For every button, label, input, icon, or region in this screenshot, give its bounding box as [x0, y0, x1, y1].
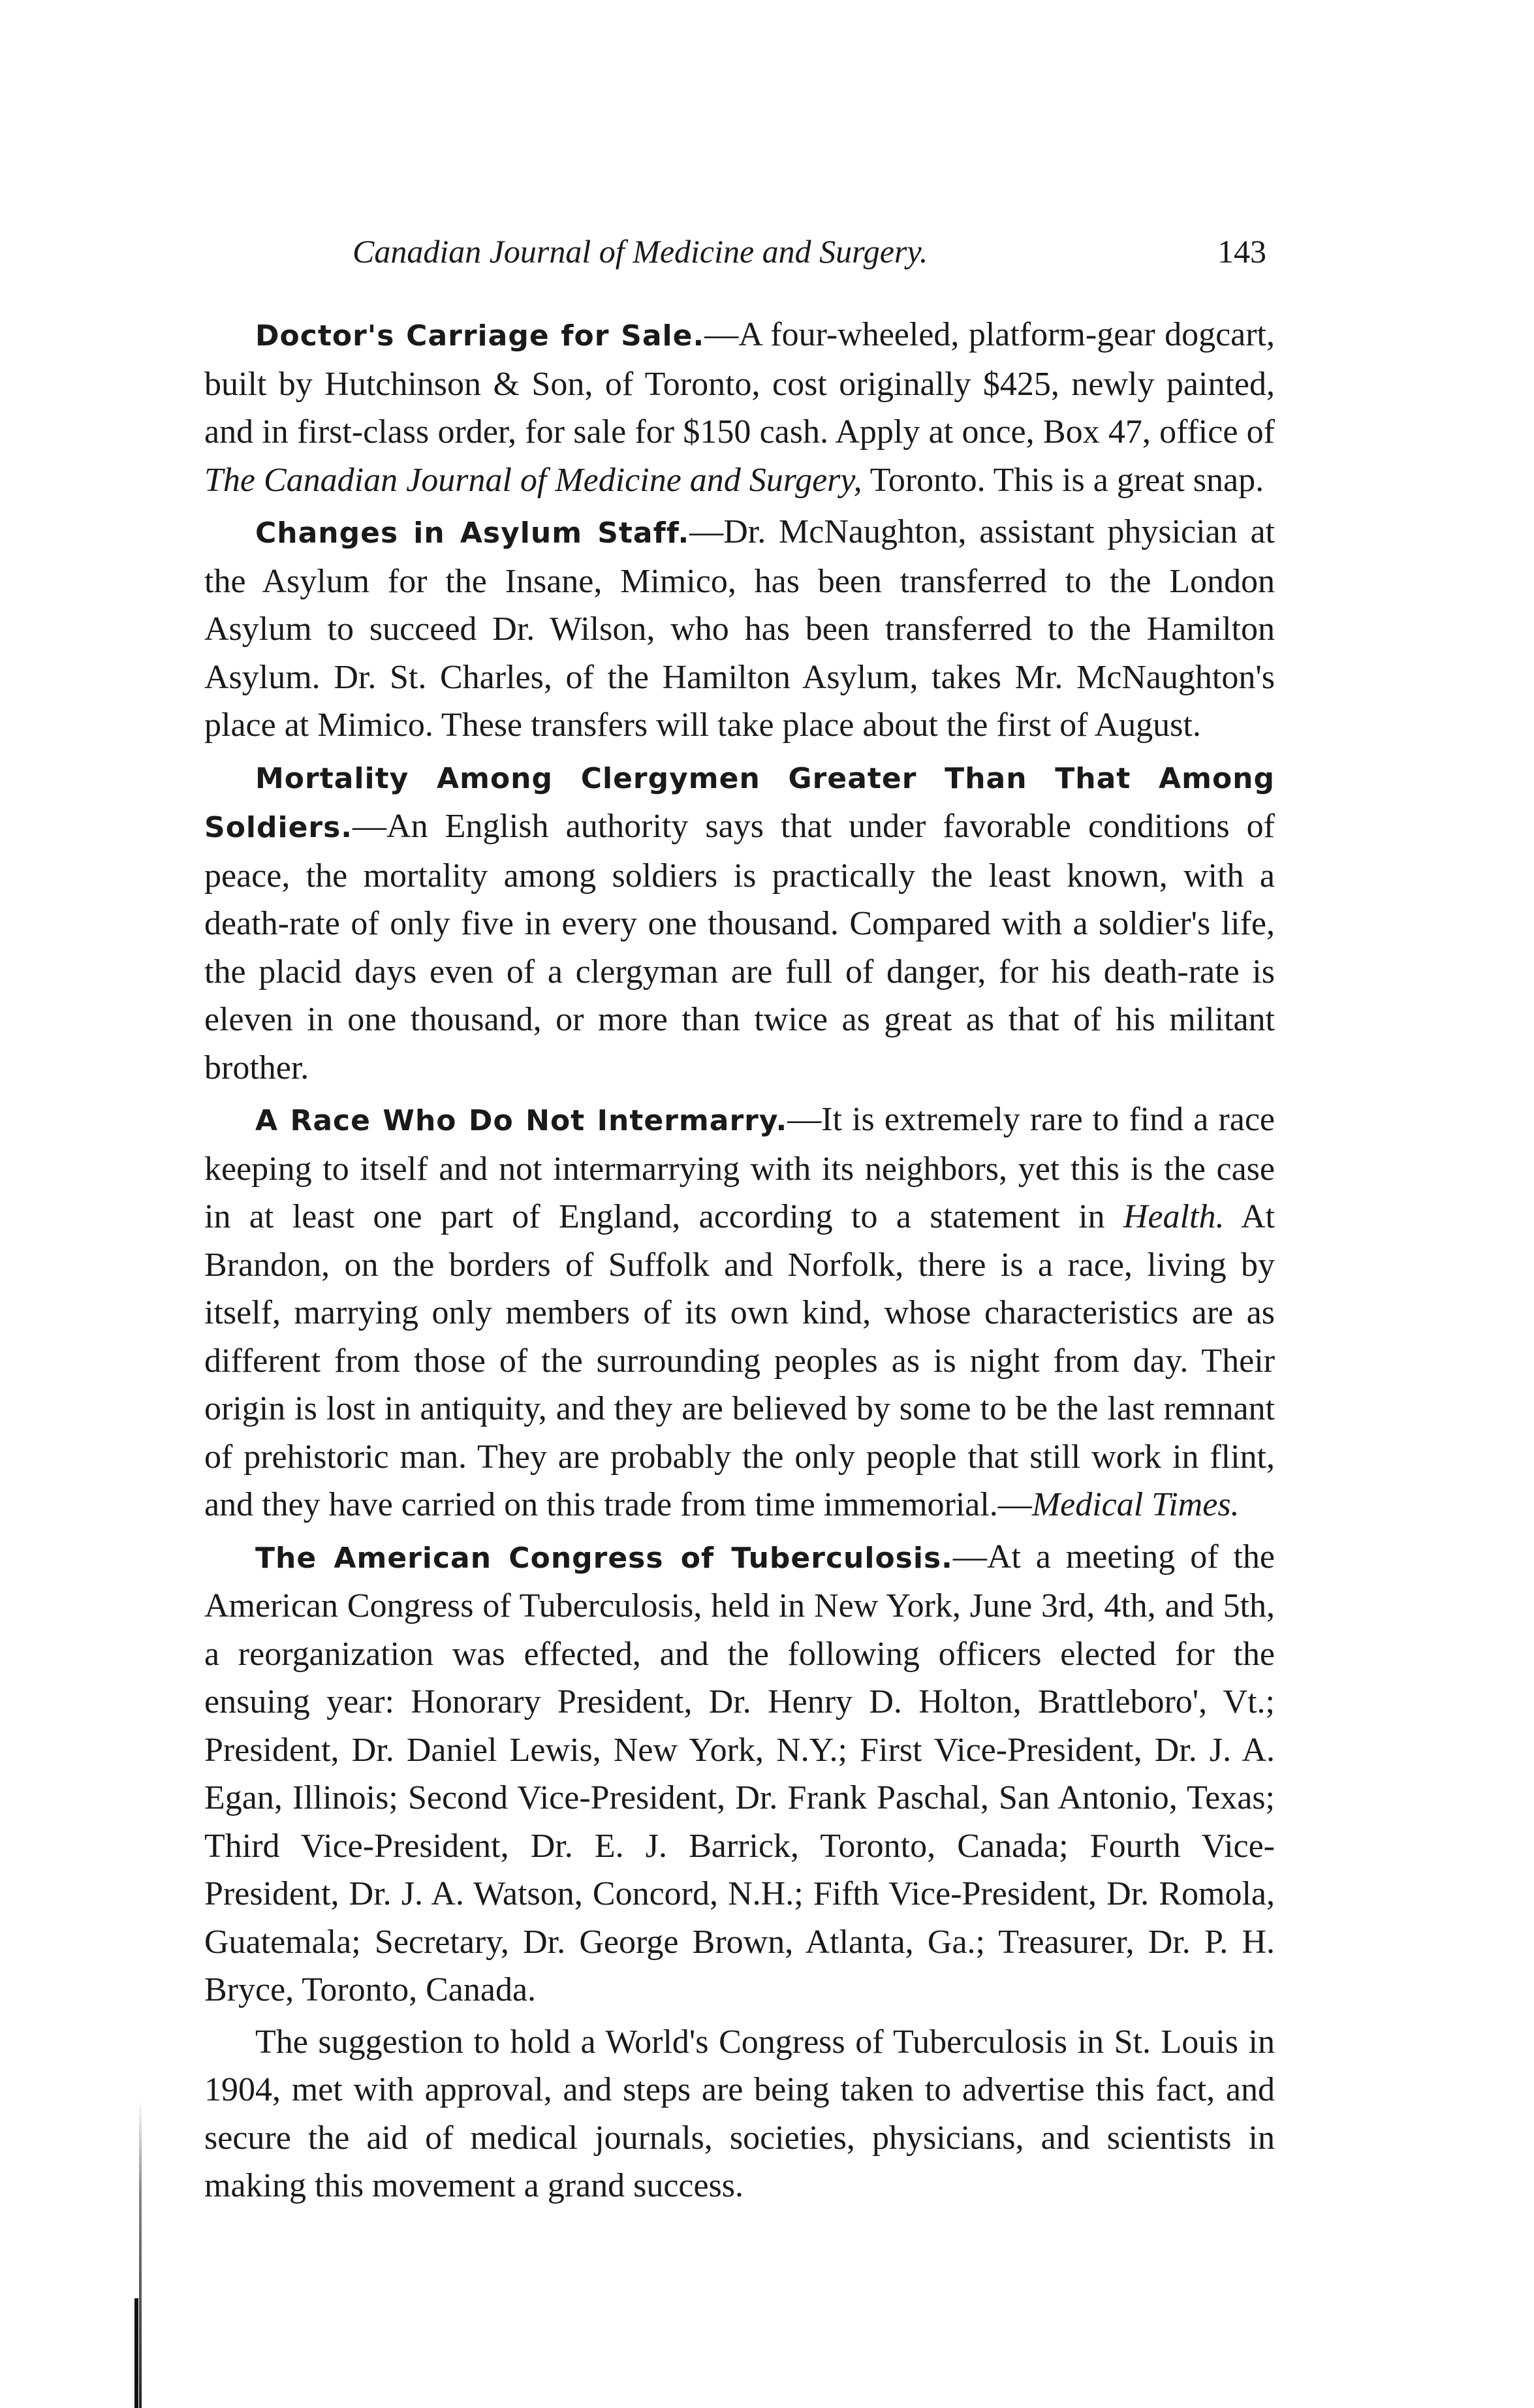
- article-heading: The American Congress of Tuberculosis.: [255, 1541, 953, 1575]
- scan-margin-mark: [139, 2099, 142, 2408]
- article-text: —Dr. McNaughton, assistant physician at the Asylum for the Insane, Mimico, has been transferred to the London Asylum to succeed Dr. Wilson, who has been transferred to the Hamilton Asylum. Dr. St. Charles, of the Hamilton Asylum, takes Mr. McNaughton's place at Mimico. These transfers will take place about the first of August.: [204, 513, 1275, 744]
- article-tuberculosis-congress: [204, 1533, 1275, 2014]
- page-body: [204, 311, 1275, 2214]
- article-text-tail: At Brandon, on the borders of Suffolk and Norfolk, there is a race, living by itself, marrying only members of its own kind, whose characteristics are as different from those of the surrounding peoples as is night from day. Their origin is lost in antiquity, and they are believed by some to be the last remnant of prehistoric man. They are probably the only people that still work in flint, and they have carried on this trade from time immemorial.—: [204, 1198, 1275, 1523]
- page-number: 143: [1217, 233, 1266, 270]
- article-doctors-carriage: [204, 311, 1275, 504]
- article-race-intermarry: [204, 1096, 1275, 1529]
- article-heading: A Race Who Do Not Intermarry.: [255, 1104, 788, 1137]
- article-text: —A four-wheeled, platform-gear dogcart, built by Hutchinson & Son, of Toronto, cost originally $425, newly painted, and in first-class order, for sale for $150 cash. Apply at once, Box 47, office of: [204, 316, 1275, 451]
- page-header: [352, 225, 1266, 277]
- article-text-tail: Toronto. This is a great snap.: [862, 461, 1264, 499]
- article-heading: Doctor's Carriage for Sale.: [255, 319, 705, 353]
- article-source: Medical Times.: [1031, 1486, 1240, 1523]
- article-text: —It is extremely rare to find a race keeping to itself and not intermarrying with its neighbors, yet this is the case in at least one part of England, according to a statement in: [204, 1101, 1275, 1235]
- article-text: —An English authority says that under favorable conditions of peace, the mortality among soldiers is practically the least known, with a death-rate of only five in every one thousand. Compared with a soldier's life, the placid days even of a clergyman are full of danger, for his death-rate is eleven in one thousand, or more than twice as great as that of his militant brother.: [204, 808, 1275, 1086]
- article-text: —At a meeting of the American Congress of Tuberculosis, held in New York, June 3rd, 4th, and 5th, a reorganization was effected, and the following officers elected for the ensuing year: Honorary President, Dr. Henry D. Holton, Brattleboro', Vt.; President, Dr. Daniel Lewis, New York, N.Y.; First Vice-President, Dr. J. A. Egan, Illinois; Second Vice-President, Dr. Frank Paschal, San Antonio, Texas; Third Vice-President, Dr. E. J. Barrick, Toronto, Canada; Fourth Vice-President, Dr. J. A. Watson, Concord, N.H.; Fifth Vice-President, Dr. Romola, Guatemala; Secretary, Dr. George Brown, Atlanta, Ga.; Treasurer, Dr. P. H. Bryce, Toronto, Canada.: [204, 1538, 1275, 2008]
- article-heading: Changes in Asylum Staff.: [255, 516, 690, 550]
- scan-edge-mark: [134, 2298, 138, 2408]
- article-asylum-staff: [204, 508, 1275, 750]
- journal-title: Canadian Journal of Medicine and Surgery.: [352, 233, 928, 270]
- closing-paragraph: The suggestion to hold a World's Congress of Tuberculosis in St. Louis in 1904, met with approval, and steps are being taken to advertise this fact, and secure the aid of medical journals, societies, physicians, and scientists in making this movement a grand success.: [204, 2023, 1275, 2204]
- article-italic-text: The Canadian Journal of Medicine and Surgery,: [204, 461, 862, 499]
- article-heading: Mortality Among Clergymen Greater Than That Among Soldiers.: [204, 761, 1275, 844]
- article-mortality: [204, 753, 1275, 1092]
- article-italic-text: Health.: [1123, 1198, 1225, 1235]
